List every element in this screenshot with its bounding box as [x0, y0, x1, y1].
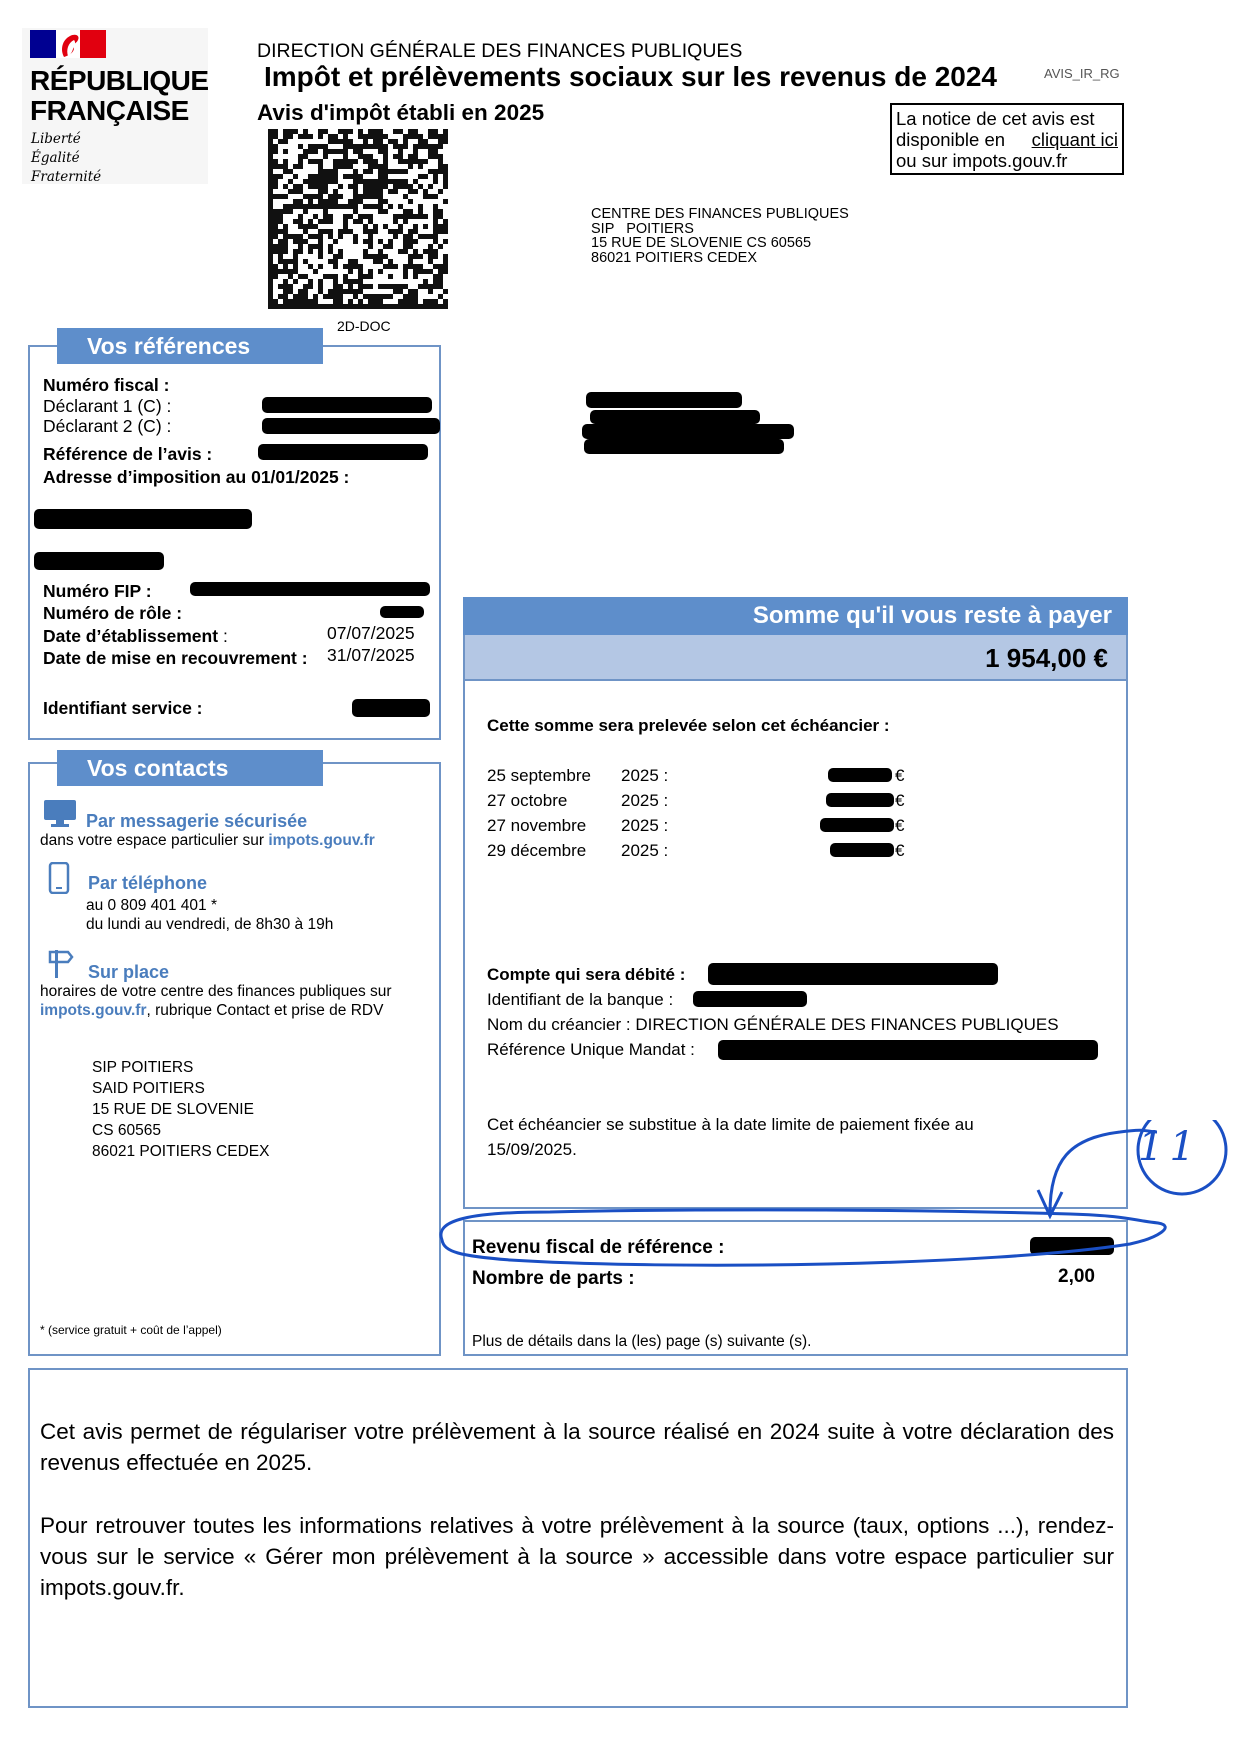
date-etablissement-value: 07/07/2025 [327, 623, 415, 643]
tax-center-address: CENTRE DES FINANCES PUBLIQUES SIP POITIERS 15 RUE DE SLOVENIE CS 60565 86021 POITIERS CEDEX [591, 206, 849, 266]
date-recouvrement-label: Date de mise en recouvrement : [43, 648, 308, 668]
schedule-date: 25 septembre [487, 766, 591, 785]
messagerie-text [40, 831, 375, 850]
redacted-recipient-line-4 [584, 439, 784, 454]
schedule-year: 2025 : [621, 766, 669, 785]
declarant-1-label: Déclarant 1 (C) : [43, 396, 172, 416]
schedule-currency: € [895, 791, 905, 810]
notice-box [890, 103, 1124, 175]
sip-address-line: SAID POITIERS [92, 1080, 205, 1097]
redacted-declarant-2 [262, 418, 440, 434]
creancier: Nom du créancier : DIRECTION GÉNÉRALE DES FINANCES PUBLIQUES [487, 1015, 1059, 1034]
barcode-label: 2D-DOC [337, 318, 391, 334]
payment-amount: 1 954,00 € [463, 635, 1128, 681]
republique-name: RÉPUBLIQUE FRANÇAISE [30, 65, 209, 126]
redacted-schedule-amount [820, 818, 894, 832]
surplace-text-2 [40, 1001, 383, 1020]
sip-address-line: 86021 POITIERS CEDEX [92, 1143, 270, 1160]
payment-header: Somme qu'il vous reste à payer [463, 597, 1128, 635]
computer-icon [42, 798, 78, 828]
schedule-year: 2025 : [621, 816, 669, 835]
messagerie-title: Par messagerie sécurisée [86, 811, 308, 831]
rfr-label: Revenu fiscal de référence : [472, 1237, 725, 1258]
details-text: Plus de détails dans la (les) page (s) suivante (s). [472, 1333, 812, 1350]
schedule-currency: € [895, 816, 905, 835]
reference-avis-label: Référence de l’avis : [43, 444, 213, 464]
location-sign-icon [46, 948, 74, 980]
sip-address-line: 15 RUE DE SLOVENIE [92, 1101, 254, 1118]
handwritten-number: 11 [1138, 1124, 1201, 1170]
redacted-recipient-line-1 [586, 392, 742, 408]
redacted-address-line-1 [34, 509, 252, 529]
redacted-schedule-amount [826, 793, 894, 807]
phone-icon [48, 862, 70, 894]
schedule-title: Cette somme sera prelevée selon cet échéancier : [487, 716, 890, 735]
date-etablissement-label: Date d’établissement [43, 626, 219, 646]
schedule-date: 27 novembre [487, 816, 587, 835]
redacted-address-line-2 [34, 552, 164, 570]
handwritten-annotation [430, 1120, 1241, 1280]
telephone-hours: du lundi au vendredi, de 8h30 à 19h [86, 916, 334, 933]
references-tab: Vos références [57, 328, 323, 364]
substitution-line-2: 15/09/2025. [487, 1140, 577, 1159]
info-paragraph-2: Pour retrouver toutes les informations relatives à votre prélèvement à la source (taux, options ...), rendez-vous sur le service « Gérer mon prélèvement à la source » accessible dans votre espace particulier sur impots.gouv.fr. [40, 1513, 1114, 1600]
date-etablissement-row [43, 626, 228, 647]
messagerie-desc: dans votre espace particulier sur [40, 832, 265, 849]
numero-role-label: Numéro de rôle : [43, 603, 183, 623]
telephone-number: au 0 809 401 401 * [86, 897, 218, 914]
messagerie-link[interactable]: impots.gouv.fr [268, 832, 375, 849]
adresse-imposition-label: Adresse d’imposition au 01/01/2025 : [43, 467, 350, 487]
republique-motto: Liberté Égalité Fraternité [31, 131, 102, 185]
declarant-2-label: Déclarant 2 (C) : [43, 416, 172, 436]
parts-value: 2,00 [1058, 1266, 1095, 1287]
banque-label: Identifiant de la banque : [487, 990, 674, 1009]
sip-address-line: CS 60565 [92, 1122, 161, 1139]
redacted-schedule-amount [828, 768, 892, 782]
redacted-account [708, 963, 998, 985]
redacted-declarant-1 [262, 397, 432, 413]
date-recouvrement-value: 31/07/2025 [327, 645, 415, 665]
date-etablissement-colon: : [222, 626, 228, 646]
marianne-flag-icon [30, 30, 106, 58]
direction-name: DIRECTION GÉNÉRALE DES FINANCES PUBLIQUES [257, 40, 743, 62]
redacted-reference-avis [258, 444, 428, 460]
notice-line-3: ou sur impots.gouv.fr [896, 150, 1068, 171]
schedule-currency: € [895, 841, 905, 860]
contacts-tab: Vos contacts [57, 750, 323, 786]
redacted-recipient-line-2 [590, 410, 760, 424]
document-code: AVIS_IR_RG [1044, 66, 1120, 81]
2d-doc-barcode [268, 129, 450, 309]
redacted-identifiant-service [352, 699, 430, 717]
redacted-numero-fip [190, 582, 430, 596]
surplace-title: Sur place [88, 962, 170, 982]
redacted-mandat [718, 1040, 1098, 1060]
numero-fip-label: Numéro FIP : [43, 581, 152, 601]
schedule-date: 29 décembre [487, 841, 587, 860]
surplace-desc: , rubrique Contact et prise de RDV [146, 1002, 384, 1019]
substitution-line-1: Cet échéancier se substitue à la date limite de paiement fixée au [487, 1115, 974, 1134]
parts-label: Nombre de parts : [472, 1268, 635, 1289]
surplace-text-1: horaires de votre centre des finances publiques sur [40, 983, 392, 1000]
redacted-bank-id [693, 991, 807, 1007]
redacted-numero-role [380, 606, 424, 618]
notice-line-1: La notice de cet avis est [896, 108, 1095, 129]
schedule-date: 27 octobre [487, 791, 568, 810]
schedule-year: 2025 : [621, 841, 669, 860]
contacts-footnote: * (service gratuit + coût de l’appel) [40, 1323, 222, 1337]
identifiant-service-label: Identifiant service : [43, 698, 203, 718]
compte-label: Compte qui sera débité : [487, 965, 686, 984]
surplace-link[interactable]: impots.gouv.fr [40, 1002, 147, 1019]
schedule-year: 2025 : [621, 791, 669, 810]
redacted-recipient-line-3 [582, 424, 794, 439]
schedule-currency: € [895, 766, 905, 785]
sip-address [92, 1057, 269, 1162]
redacted-schedule-amount [830, 843, 894, 857]
telephone-title: Par téléphone [88, 873, 208, 893]
numero-fiscal-label: Numéro fiscal : [43, 375, 170, 395]
notice-link[interactable]: cliquant ici [1031, 129, 1118, 150]
info-paragraph-1: Cet avis permet de régulariser votre prélèvement à la source réalisé en 2024 suite à votre déclaration des revenus effectuée en 2025. [40, 1419, 1114, 1475]
document-title: Impôt et prélèvements sociaux sur les revenus de 2024 [264, 61, 998, 92]
notice-line-2: disponible en [896, 129, 1006, 150]
mandat-label: Référence Unique Mandat : [487, 1040, 695, 1059]
sip-address-line: SIP POITIERS [92, 1059, 194, 1076]
document-subtitle: Avis d'impôt établi en 2025 [257, 100, 545, 125]
